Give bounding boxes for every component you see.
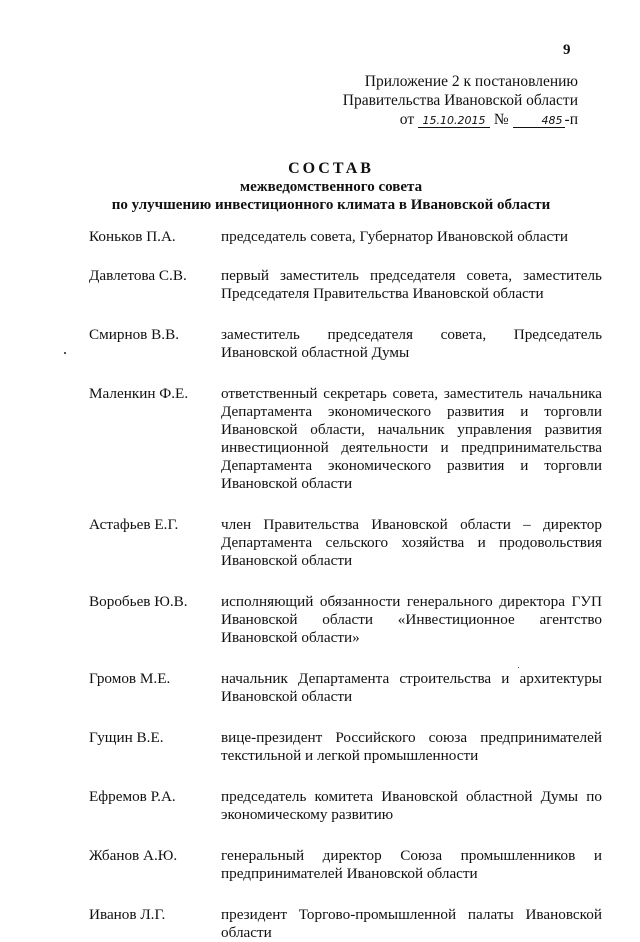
member-name: Громов М.Е. <box>89 670 171 687</box>
member-name: Смирнов В.В. <box>89 326 180 343</box>
title-block <box>0 160 640 214</box>
scan-speck <box>518 667 519 668</box>
member-name: Жбанов А.Ю. <box>89 847 178 864</box>
member-role: генеральный директор Союза промышленников и предпринимателей Ивановской области <box>221 847 602 882</box>
member-name: Маленкин Ф.Е. <box>89 385 189 402</box>
member-row <box>89 847 602 883</box>
handwritten-date: 15.10.2015 <box>418 114 490 128</box>
member-role: член Правительства Ивановской области – директор Департамента сельского хозяйства и продовольствия Ивановской области <box>221 516 602 569</box>
member-row <box>89 729 602 765</box>
member-role: первый заместитель председателя совета, заместитель Председателя Правительства Ивановской области <box>221 267 602 302</box>
handwritten-number: 485 <box>513 114 565 128</box>
scan-speck <box>64 352 66 354</box>
member-row <box>89 516 602 570</box>
members-list <box>89 228 602 942</box>
member-name: Ефремов Р.А. <box>89 788 176 805</box>
member-role: председатель совета, Губернатор Ивановской области <box>221 228 568 245</box>
appendix-line-2: Правительства Ивановской области <box>342 92 578 109</box>
member-row <box>89 385 602 493</box>
member-name: Давлетова С.В. <box>89 267 187 284</box>
member-role: президент Торгово-промышленной палаты Ивановской области <box>221 906 602 941</box>
number-label: № <box>493 111 509 128</box>
member-name: Гущин В.Е. <box>89 729 164 746</box>
member-row <box>89 906 602 942</box>
appendix-line-3 <box>343 110 578 129</box>
member-name: Коньков П.А. <box>89 228 176 245</box>
member-name: Воробьев Ю.В. <box>89 593 188 610</box>
member-role: начальник Департамента строительства и архитектуры Ивановской области <box>221 670 602 705</box>
member-row <box>89 593 602 647</box>
document-subtitle-line-2: по улучшению инвестиционного климата в Ивановской области <box>111 197 551 213</box>
member-role: ответственный секретарь совета, заместитель начальника Департамента экономического развития и торговли Ивановской области, начальник управления развития инвестиционной деятельности и предпринимательства Департамента экономического развития и торговли Ивановской области <box>221 385 602 492</box>
member-row <box>89 267 602 303</box>
member-row <box>89 670 602 706</box>
member-row <box>89 788 602 824</box>
from-label: от <box>399 111 415 128</box>
member-role: председатель комитета Ивановской областной Думы по экономическому развитию <box>221 788 602 823</box>
page-number: 9 <box>563 42 571 58</box>
document-subtitle-line-1: межведомственного совета <box>239 179 423 195</box>
member-name: Астафьев Е.Г. <box>89 516 179 533</box>
document-title: СОСТАВ <box>288 160 374 177</box>
appendix-header <box>343 72 578 129</box>
member-role: заместитель председателя совета, Председатель Ивановской областной Думы <box>221 326 602 361</box>
member-name: Иванов Л.Г. <box>89 906 166 923</box>
member-row <box>89 228 602 246</box>
number-suffix: -п <box>564 111 578 128</box>
member-role: вице-президент Российского союза предпринимателей текстильной и легкой промышленности <box>221 729 602 764</box>
member-role: исполняющий обязанности генерального директора ГУП Ивановской области «Инвестиционное агентство Ивановской области» <box>221 593 602 646</box>
appendix-line-1: Приложение 2 к постановлению <box>364 73 578 90</box>
member-row <box>89 326 602 362</box>
